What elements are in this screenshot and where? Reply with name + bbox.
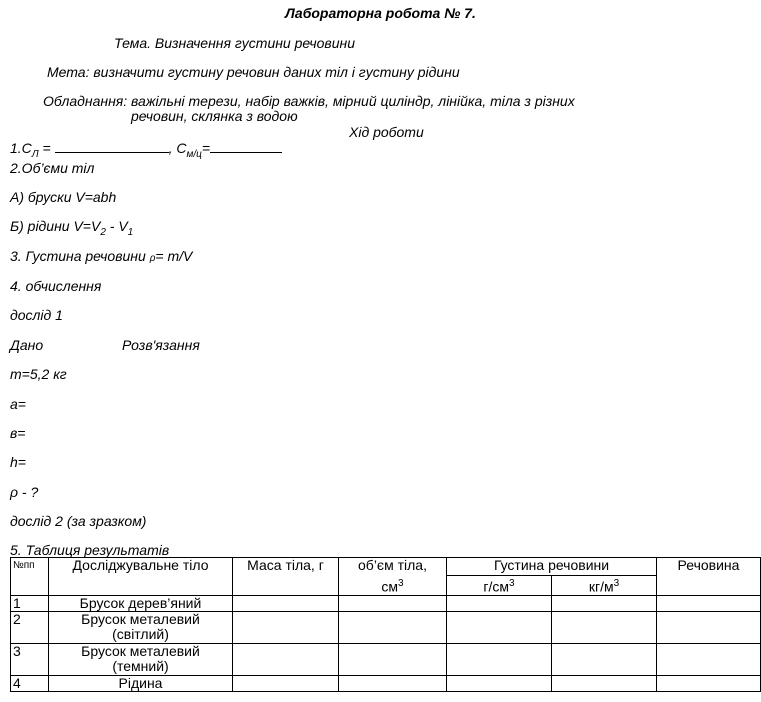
row-body [49, 644, 233, 676]
row-body-line2: (темний) [112, 658, 169, 674]
row-number: 2 [11, 612, 49, 644]
step-1-sub-l: Л [31, 148, 39, 160]
experiment-1: дослід 1 [10, 307, 63, 323]
row-density-gcm3-cell [447, 596, 552, 612]
row-body: Брусок дерев’яний [49, 596, 233, 612]
solution-label: Розв'язання [122, 337, 200, 353]
blank-line-2 [210, 140, 282, 153]
equipment-line-1: Обладнання: важільні терези, набір важків, мірний циліндр, лінійка, тіла з різних [43, 93, 575, 109]
step-3-formula: = m/V [155, 248, 193, 264]
header-substance: Речовина [657, 558, 761, 596]
a-given: а= [10, 396, 26, 412]
row-mass-cell [233, 644, 339, 676]
step-3-text: 3. Густина речовини [10, 248, 150, 264]
table-row [11, 612, 761, 644]
row-density-gcm3-cell [447, 676, 552, 692]
topic-line: Тема. Визначення густини речовини [114, 35, 356, 51]
given-label: Дано [10, 337, 44, 353]
row-volume-cell [339, 612, 447, 644]
row-mass-cell [233, 612, 339, 644]
header-volume-exp: 3 [398, 578, 404, 589]
experiment-2: дослід 2 (за зразком) [10, 513, 147, 529]
header-volume [339, 558, 447, 596]
table-row [11, 596, 761, 612]
step-5: 5. Таблиця результатів [10, 542, 170, 558]
step-1-mid: = [38, 140, 55, 156]
row-density-kgm3-cell [552, 596, 657, 612]
header-volume-line1: об’єм тіла, [358, 557, 427, 573]
row-density-kgm3-cell [552, 676, 657, 692]
blank-line-1 [55, 140, 169, 153]
header-density: Густина речовини [447, 558, 657, 576]
row-body-line1: Брусок металевий [81, 643, 200, 659]
row-mass-cell [233, 596, 339, 612]
b-given: в= [10, 425, 26, 441]
header-d2-exp: 3 [613, 578, 620, 589]
table-row [11, 676, 761, 692]
step-1-sep: , С [168, 140, 187, 156]
step-1-prefix: 1.С [10, 140, 32, 156]
row-body [49, 612, 233, 644]
step-1 [10, 140, 282, 160]
row-volume-cell [339, 644, 447, 676]
step-2b [10, 218, 133, 238]
step-2b-prefix: Б) рідини V=V [10, 218, 101, 234]
row-number: 4 [11, 676, 49, 692]
header-density-kgm3 [552, 576, 657, 596]
header-mass: Маса тіла, г [233, 558, 339, 596]
step-2: 2.Об’єми тіл [10, 160, 95, 176]
rho-symbol: ρ [149, 253, 156, 264]
row-mass-cell [233, 676, 339, 692]
row-body-line2: (світлий) [112, 626, 169, 642]
equipment-line-2: речовин, склянка з водою [131, 108, 298, 124]
header-d1-unit: г/см [483, 578, 510, 595]
table-row [11, 644, 761, 676]
step-2b-mid: - V [105, 218, 128, 234]
header-body: Досліджувальне тіло [49, 558, 233, 596]
header-d1-exp: 3 [509, 578, 515, 589]
h-given: h= [10, 454, 26, 470]
row-body: Рідина [49, 676, 233, 692]
step-2a: А) бруски V=abh [10, 189, 117, 205]
step-4: 4. обчислення [10, 278, 102, 294]
row-volume-cell [339, 596, 447, 612]
row-substance-cell [657, 676, 761, 692]
step-2b-sub-1: 1 [127, 226, 134, 238]
header-density-gcm3 [447, 576, 552, 596]
results-table [10, 557, 761, 692]
row-substance-cell [657, 596, 761, 612]
step-2b-sub-2: 2 [100, 226, 106, 238]
row-body-line1: Брусок металевий [81, 611, 200, 627]
step-1-eq: = [201, 140, 211, 156]
header-volume-unit: см [381, 578, 399, 595]
header-number: №пп [11, 558, 49, 596]
row-number: 3 [11, 644, 49, 676]
mass-given: m=5,2 кг [10, 366, 67, 382]
document-title: Лабораторна робота № 7. [285, 5, 476, 21]
row-density-gcm3-cell [447, 612, 552, 644]
row-substance-cell [657, 644, 761, 676]
row-number: 1 [11, 596, 49, 612]
row-volume-cell [339, 676, 447, 692]
row-substance-cell [657, 612, 761, 644]
row-density-kgm3-cell [552, 612, 657, 644]
progress-heading: Хід роботи [349, 124, 424, 140]
header-d2-unit: кг/м [588, 578, 614, 595]
row-density-gcm3-cell [447, 644, 552, 676]
step-3 [10, 248, 192, 264]
rho-unknown: ρ - ? [10, 484, 39, 500]
goal-line: Мета: визначити густину речовин даних тіл і густину рідини [47, 64, 460, 80]
step-1-sub-mc: м/ц [186, 148, 202, 160]
row-density-kgm3-cell [552, 644, 657, 676]
